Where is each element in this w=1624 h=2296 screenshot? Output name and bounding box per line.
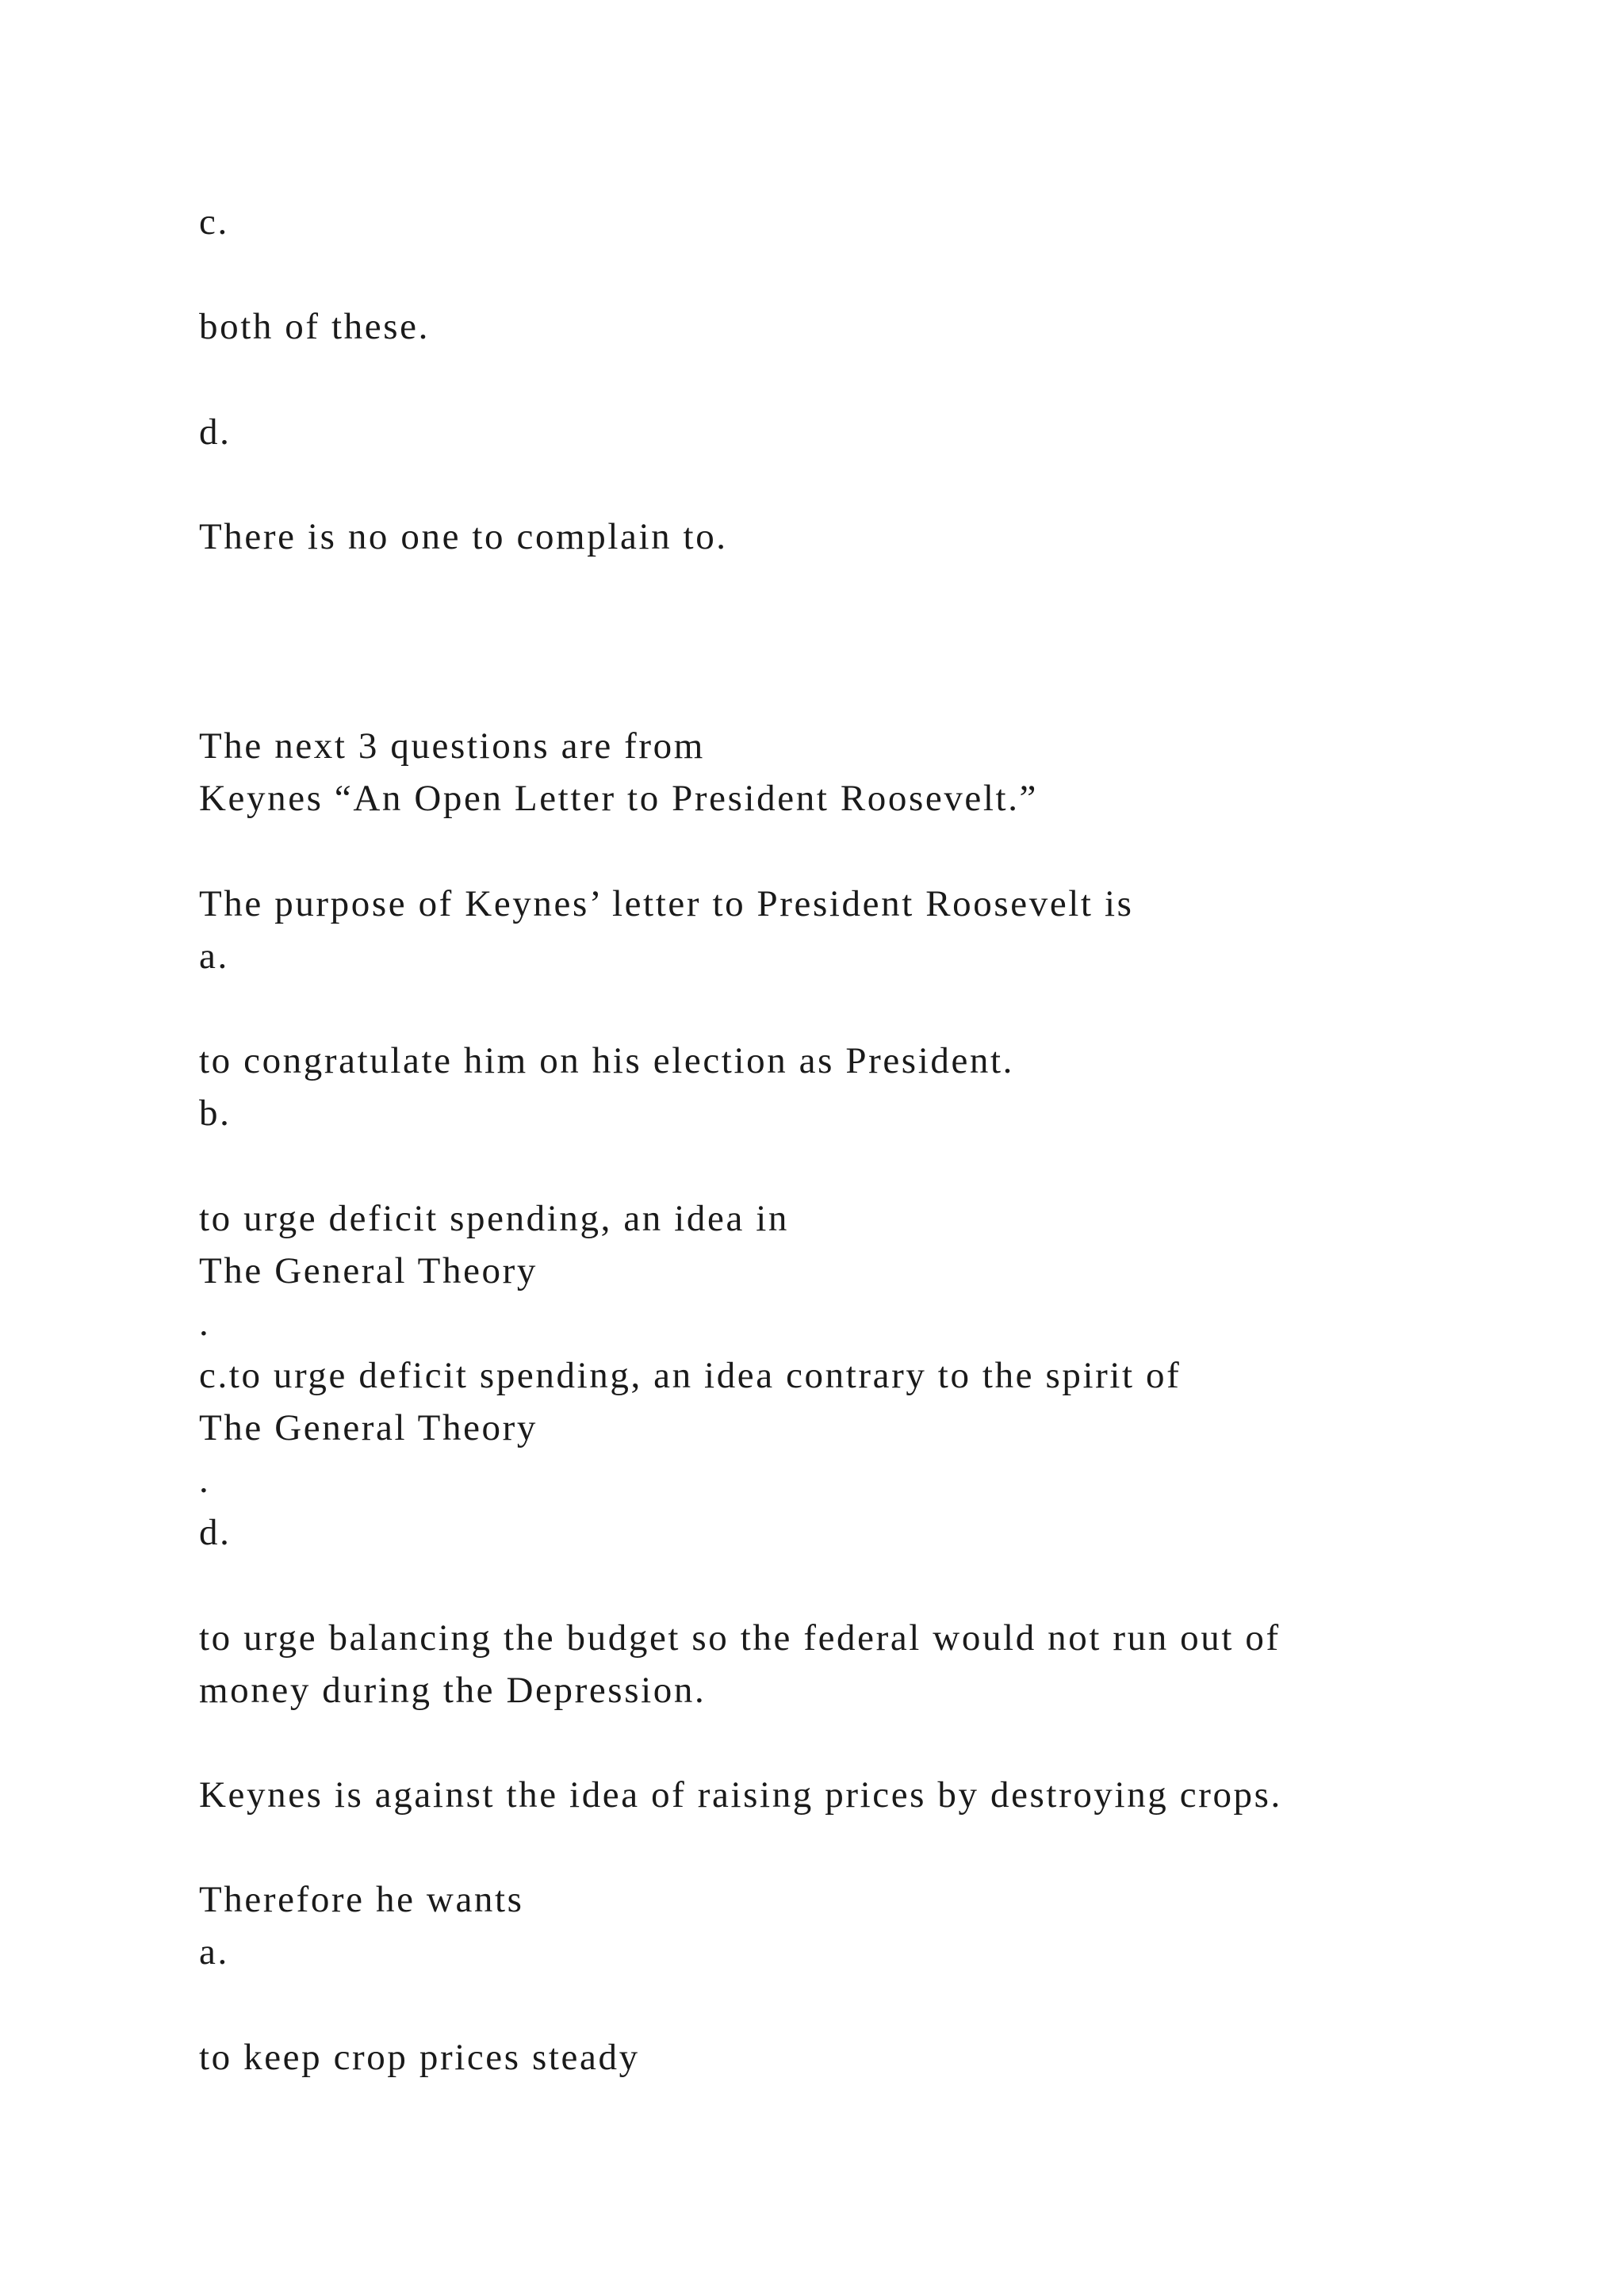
text-line: d. <box>199 411 232 453</box>
text-line: both of these. <box>199 306 430 347</box>
text-line: . <box>199 1460 211 1501</box>
text-line: a. <box>199 936 229 977</box>
text-line: c.to urge deficit spending, an idea contrary to the spirit of <box>199 1355 1182 1396</box>
text-line: a. <box>199 1931 229 1973</box>
text-line: to keep crop prices steady <box>199 2037 640 2078</box>
text-line: The purpose of Keynes’ letter to President Roosevelt is <box>199 883 1134 924</box>
text-line: Therefore he wants <box>199 1879 524 1920</box>
text-line: to urge balancing the budget so the federal would not run out of <box>199 1617 1281 1659</box>
text-line: The next 3 questions are from <box>199 725 705 767</box>
text-line: to congratulate him on his election as President. <box>199 1040 1015 1081</box>
text-line: b. <box>199 1093 232 1134</box>
text-line: Keynes is against the idea of raising prices by destroying crops. <box>199 1774 1282 1816</box>
text-line: money during the Depression. <box>199 1670 707 1711</box>
text-line: c. <box>199 201 229 243</box>
text-line: d. <box>199 1512 232 1553</box>
text-line: There is no one to complain to. <box>199 516 728 557</box>
text-line: . <box>199 1303 211 1344</box>
text-line: The General Theory <box>199 1250 538 1292</box>
text-line: The General Theory <box>199 1407 538 1448</box>
text-line: Keynes “An Open Letter to President Roosevelt.” <box>199 778 1039 819</box>
text-line: to urge deficit spending, an idea in <box>199 1198 790 1239</box>
